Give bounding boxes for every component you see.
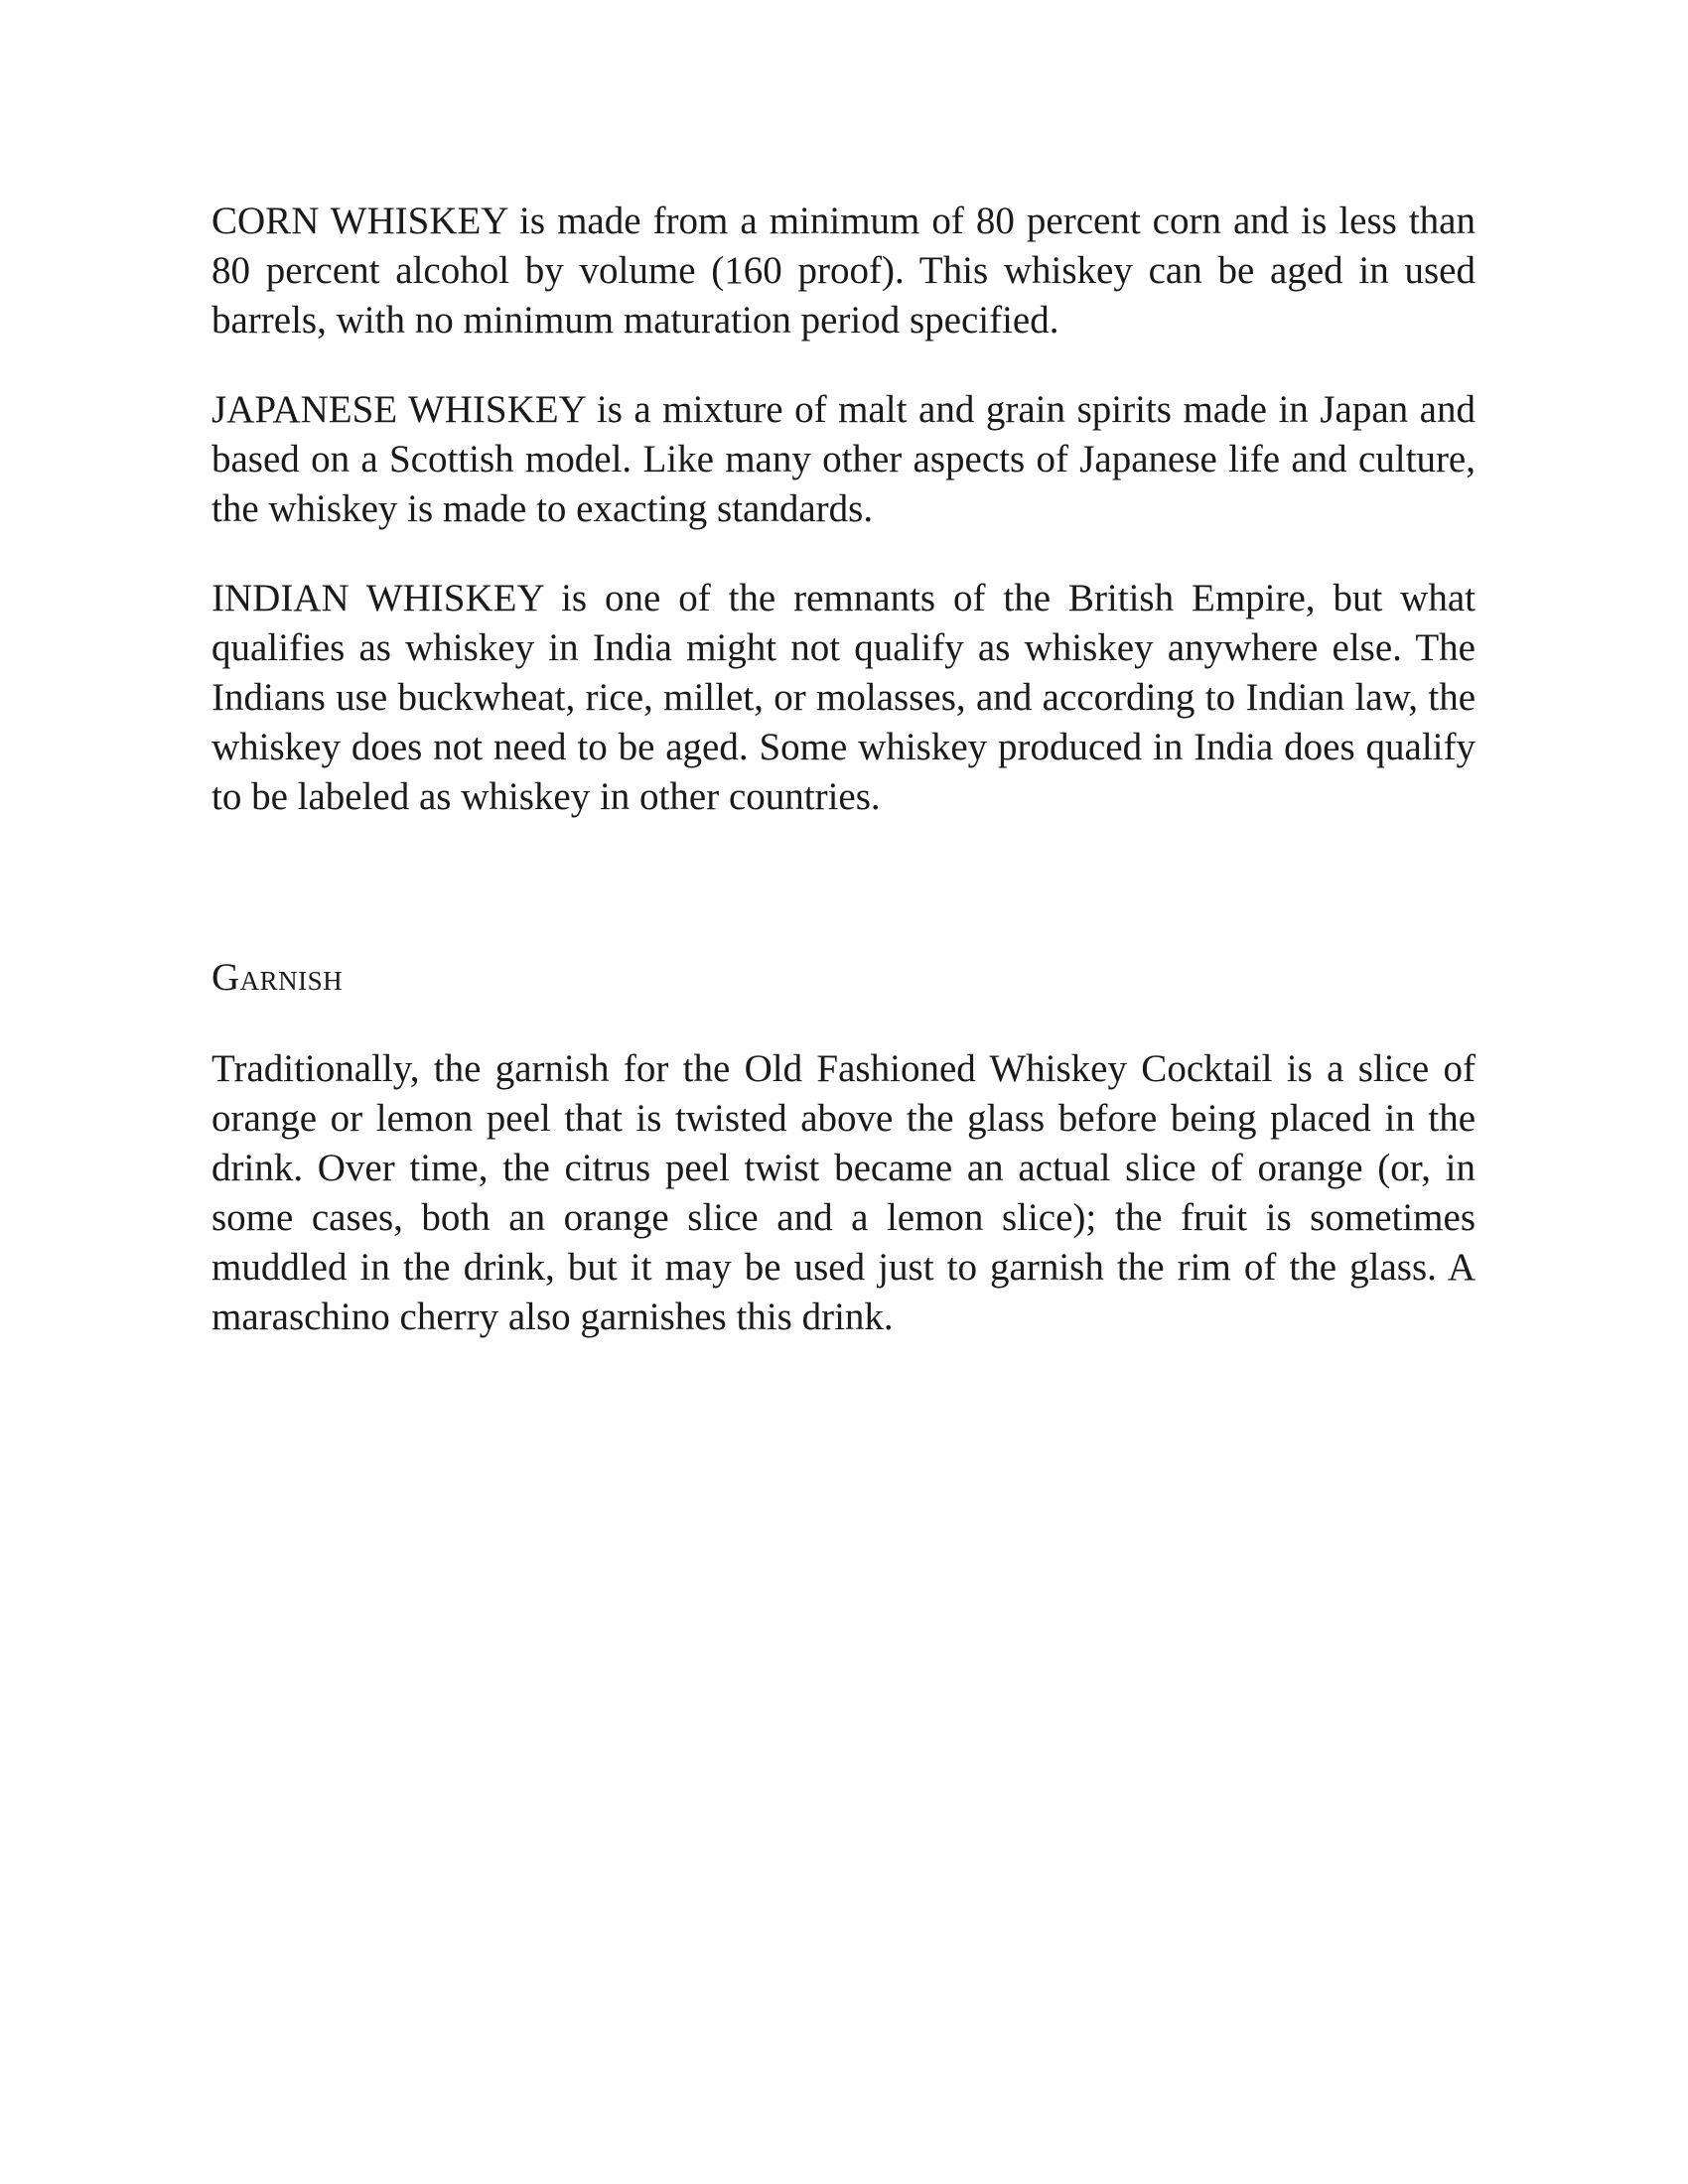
paragraph-japanese-whiskey: JAPANESE WHISKEY is a mixture of malt and grain spirits made in Japan and based on a Scottish model. Like many other aspects of Japanese life and culture, the whiskey is made to exacting standards. [211, 388, 1476, 530]
section-heading-garnish: Garnish [211, 956, 344, 999]
paragraph-corn-whiskey: CORN WHISKEY is made from a minimum of 80 percent corn and is less than 80 percent alcohol by volume (160 proof). This whiskey can be aged in used barrels, with no minimum maturation period specified. [211, 200, 1476, 341]
paragraph-indian-whiskey: INDIAN WHISKEY is one of the remnants of the British Empire, but what qualifies as whiskey in India might not qualify as whiskey anywhere else. The Indians use buckwheat, rice, millet, or molasses, and according to Indian law, the whiskey does not need to be aged. Some whiskey produced in India does qualify to be labeled as whiskey in other countries. [211, 577, 1476, 818]
document-page [211, 197, 1476, 1342]
paragraph-garnish: Traditionally, the garnish for the Old Fashioned Whiskey Cocktail is a slice of orange or lemon peel that is twisted above the glass before being placed in the drink. Over time, the citrus peel twist became an actual slice of orange (or, in some cases, both an orange slice and a lemon slice); the fruit is sometimes muddled in the drink, but it may be used just to garnish the rim of the glass. A maraschino cherry also garnishes this drink. [211, 1047, 1476, 1338]
